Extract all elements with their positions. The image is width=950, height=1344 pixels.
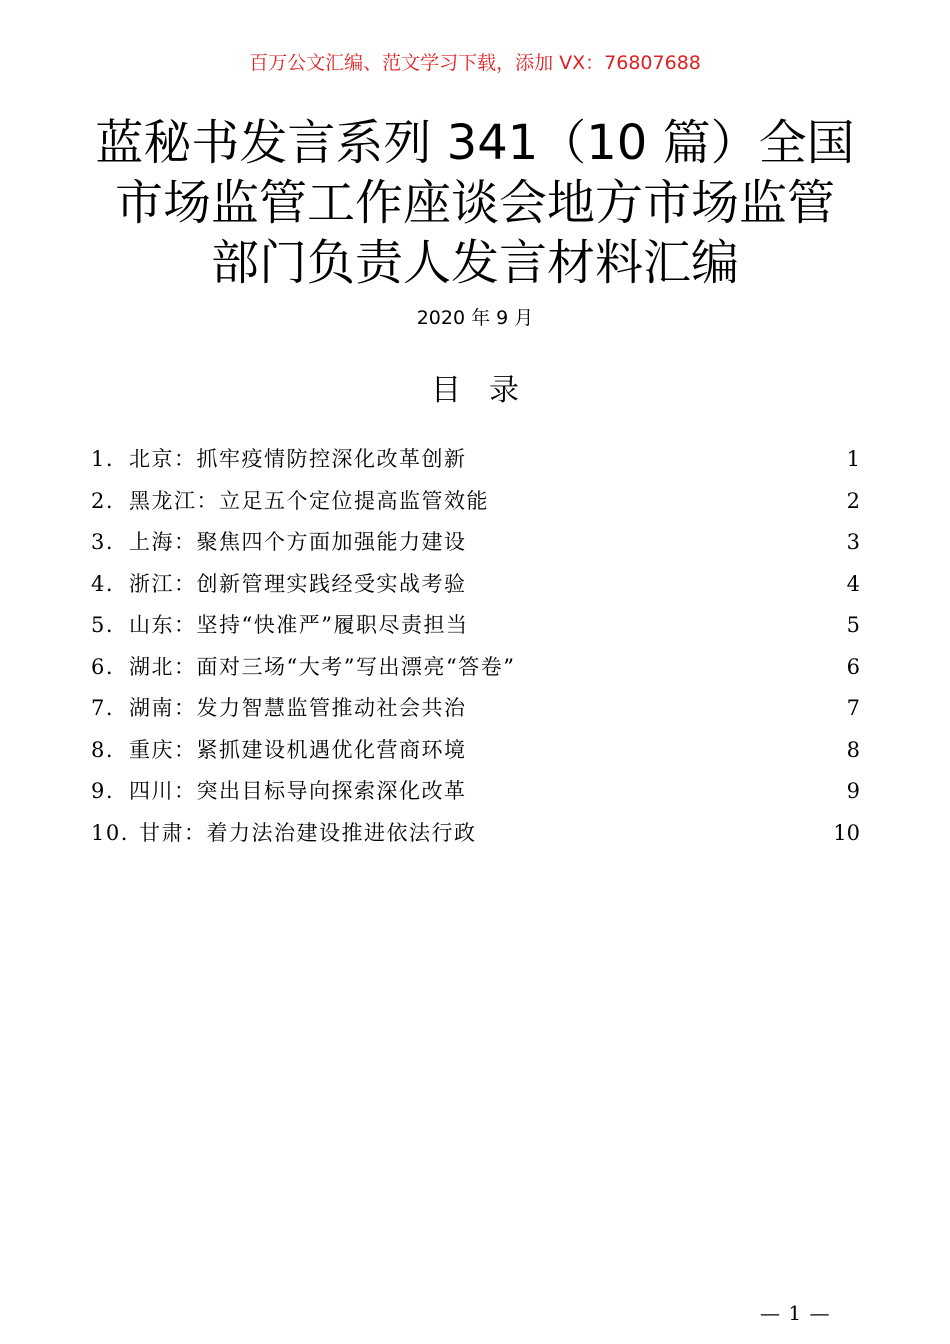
page-number-footer: — 1 —	[760, 1301, 831, 1325]
toc-item-text: 黑龙江：立足五个定位提高监管效能	[129, 488, 489, 513]
toc-heading: 目录	[431, 373, 547, 408]
toc-item-number: 3.	[91, 530, 115, 554]
toc-item-page: 10	[833, 820, 860, 845]
watermark-banner: 百万公文汇编、范文学习下载，添加 VX：76807688	[249, 52, 701, 74]
toc-item-text: 甘肃：着力法治建设推进依法行政	[139, 820, 477, 845]
toc-item-text: 浙江：创新管理实践经受实战考验	[129, 571, 467, 596]
toc-item[interactable]	[91, 443, 860, 485]
toc-item[interactable]	[91, 485, 860, 527]
table-of-contents	[91, 443, 860, 858]
toc-item-page: 3	[846, 530, 860, 554]
toc-item-page: 2	[846, 488, 860, 513]
toc-item-page: 5	[846, 613, 860, 637]
toc-item[interactable]	[91, 609, 860, 651]
toc-item[interactable]	[91, 526, 860, 568]
toc-item-text: 北京：抓牢疫情防控深化改革创新	[129, 447, 467, 471]
toc-item-page: 4	[846, 571, 860, 596]
toc-item[interactable]	[91, 734, 860, 776]
toc-item-number: 5.	[91, 613, 115, 637]
toc-item-text: 湖南：发力智慧监管推动社会共治	[129, 696, 467, 720]
toc-item-number: 10.	[91, 820, 129, 845]
toc-item-page: 9	[846, 779, 860, 803]
toc-item-page: 8	[846, 737, 860, 762]
toc-item[interactable]	[91, 775, 860, 817]
toc-item-number: 8.	[91, 737, 115, 762]
toc-item[interactable]	[91, 568, 860, 610]
toc-item-text: 上海：聚焦四个方面加强能力建设	[129, 530, 467, 554]
toc-item-number: 4.	[91, 571, 115, 596]
toc-item-number: 6.	[91, 654, 115, 679]
toc-item-number: 1.	[91, 447, 115, 471]
toc-item-text: 重庆：紧抓建设机遇优化营商环境	[129, 737, 467, 762]
toc-item-page: 1	[846, 447, 860, 471]
toc-item-text: 山东：坚持“快准严”履职尽责担当	[129, 613, 469, 637]
toc-item-text: 四川：突出目标导向探索深化改革	[129, 779, 467, 803]
toc-item-page: 7	[846, 696, 860, 720]
toc-item[interactable]	[91, 692, 860, 734]
toc-item-text: 湖北：面对三场“大考”写出漂亮“答卷”	[129, 654, 516, 679]
toc-item-number: 7.	[91, 696, 115, 720]
toc-item[interactable]	[91, 817, 860, 859]
toc-item[interactable]	[91, 651, 860, 693]
toc-item-number: 2.	[91, 488, 115, 513]
document-date: 2020 年 9 月	[416, 307, 534, 329]
document-title: 蓝秘书发言系列 341（10 篇）全国市场监管工作座谈会地方市场监管部门负责人发言材料汇编	[95, 115, 855, 291]
toc-item-number: 9.	[91, 779, 115, 803]
toc-item-page: 6	[846, 654, 860, 679]
